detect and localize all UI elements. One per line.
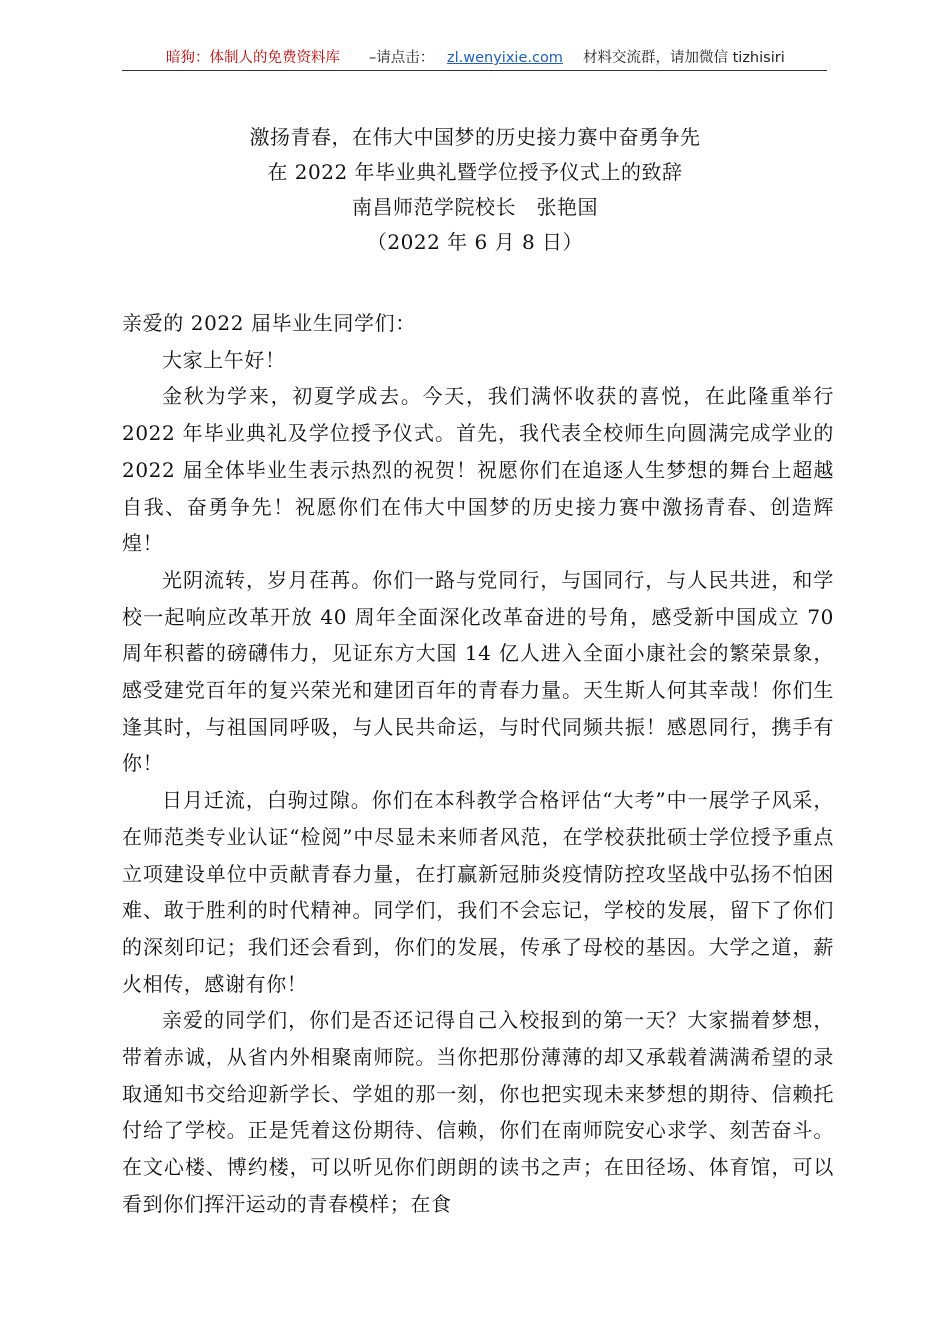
paragraph: 日月迁流，白驹过隙。你们在本科教学合格评估“大考”中一展学子风采，在师范类专业认证“检阅”中尽显未来师者风范，在学校获批硕士学位授予重点立项建设单位中贡献青春力量，在打赢新冠肺炎疫情防控攻坚战中弘扬不怕困难、敢于胜利的时代精神。同学们，我们不会忘记，学校的发展，留下了你们的深刻印记；我们还会看到，你们的发展，传承了母校的基因。大学之道，薪火相传，感谢有你！ <box>122 788 834 996</box>
header-divider <box>122 70 827 71</box>
salutation: 亲爱的 2022 届毕业生同学们： <box>122 311 416 335</box>
speech-subtitle: 在 2022 年毕业典礼暨学位授予仪式上的致辞 <box>267 160 683 184</box>
title-block <box>0 120 950 260</box>
paragraph: 大家上午好！ <box>162 347 286 372</box>
contact-text: 材料交流群，请加微信 tizhisiri <box>583 50 785 66</box>
website-link[interactable]: zl.wenyixie.com <box>447 50 563 66</box>
header-banner <box>0 46 950 70</box>
speech-title: 激扬青春，在伟大中国梦的历史接力赛中奋勇争先 <box>249 125 701 149</box>
paragraph: 亲爱的同学们，你们是否还记得自己入校报到的第一天？大家揣着梦想，带着赤诚，从省内外相聚南师院。当你把那份薄薄的却又承载着满满希望的录取通知书交给迎新学长、学姐的那一刻，你也把实现未来梦想的期待、信赖托付给了学校。正是凭着这份期待、信赖，你们在南师院安心求学、刻苦奋斗。在文心楼、博约楼，可以听见你们朗朗的读书之声；在田径场、体育馆，可以看到你们挥汗运动的青春模样；在食 <box>122 1008 834 1216</box>
paragraph: 光阴流转，岁月荏苒。你们一路与党同行，与国同行，与人民共进，和学校一起响应改革开放 40 周年全面深化改革奋进的号角，感受新中国成立 70 周年积蓄的磅礴伟力，见证东方大国 14 亿人进入全面小康社会的繁荣景象，感受建党百年的复兴荣光和建团百年的青春力量。天生斯人何其幸哉！你们生逢其时，与祖国同呼吸，与人民共命运，与时代同频共振！感恩同行，携手有你！ <box>122 567 834 776</box>
speaker-line: 南昌师范学院校长 张艳国 <box>352 195 598 219</box>
speech-body <box>122 305 834 1223</box>
cta-text: –请点击： <box>369 50 435 66</box>
paragraph: 金秋为学来，初夏学成去。今天，我们满怀收获的喜悦，在此隆重举行 2022 年毕业典礼及学位授予仪式。首先，我代表全校师生向圆满完成学业的 2022 届全体毕业生表示热烈的祝贺！祝愿你们在追逐人生梦想的舞台上超越自我、奋勇争先！祝愿你们在伟大中国梦的历史接力赛中激扬青春、创造辉煌！ <box>122 384 834 556</box>
speech-date: （2022 年 6 月 8 日） <box>366 230 584 254</box>
promo-text: 暗狗：体制人的免费资料库 <box>166 50 340 66</box>
